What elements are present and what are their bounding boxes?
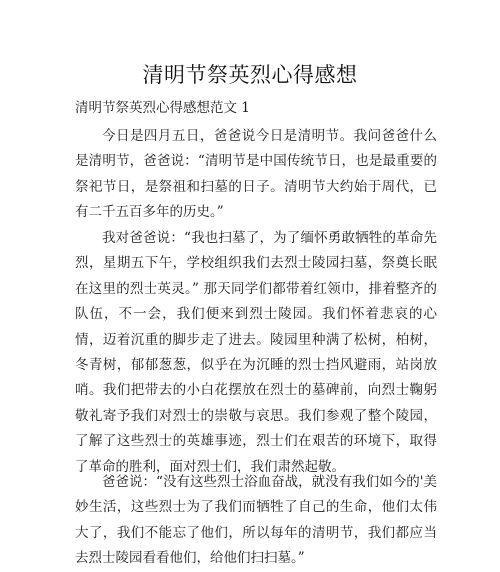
paragraph-1: [75, 124, 437, 226]
paragraph-text: 今日是四月五日，爸爸说今日是清明节。我问爸爸什么是清明节，爸爸说：“清明节是中国传统节日，也是最重要的祭祀节日，是祭祖和扫墓的日子。清明节大约始于周代，已有二千五百多年的历史。”: [75, 128, 437, 221]
paragraph-2: [75, 226, 437, 480]
paragraph-text: 爸爸说：“没有这些烈士浴血奋战，就没有我们如今的'美妙生活，这些烈士为了我们而牺牲了自己的生命，他们太伟大了，我们不能忘了他们，所以每年的清明节，我们都应当去烈士陵园看看他们，给他们扫扫墓。”: [75, 474, 437, 567]
document-subtitle: 清明节祭英烈心得感想范文 1: [75, 100, 250, 116]
document-title: 清明节祭英烈心得感想: [142, 63, 358, 87]
paragraph-text: 我对爸爸说：“我也扫墓了，为了缅怀勇敢牺牲的革命先烈，星期五下午，学校组织我们去烈士陵园扫墓，祭奠长眠在这里的烈士英灵。” 那天同学们都带着红领巾，排着整齐的队伍，不一会，我们便来到烈士陵园。我们怀着悲哀的心情，迈着沉重的脚步走了进去。陵园里种满了松树，柏树，冬青树，郁郁葱葱，似乎在为沉睡的烈士挡风避雨，站岗放哨。我们把带去的小白花摆放在烈士的墓碑前，向烈士鞠躬敬礼寄予我们对烈士的崇敬与哀思。我们参观了整个陵园，了解了这些烈士的英雄事迹，烈士们在艰苦的环境下，取得了革命的胜利，面对烈士们，我们肃然起敬。: [75, 230, 437, 475]
paragraph-3: [75, 470, 437, 572]
